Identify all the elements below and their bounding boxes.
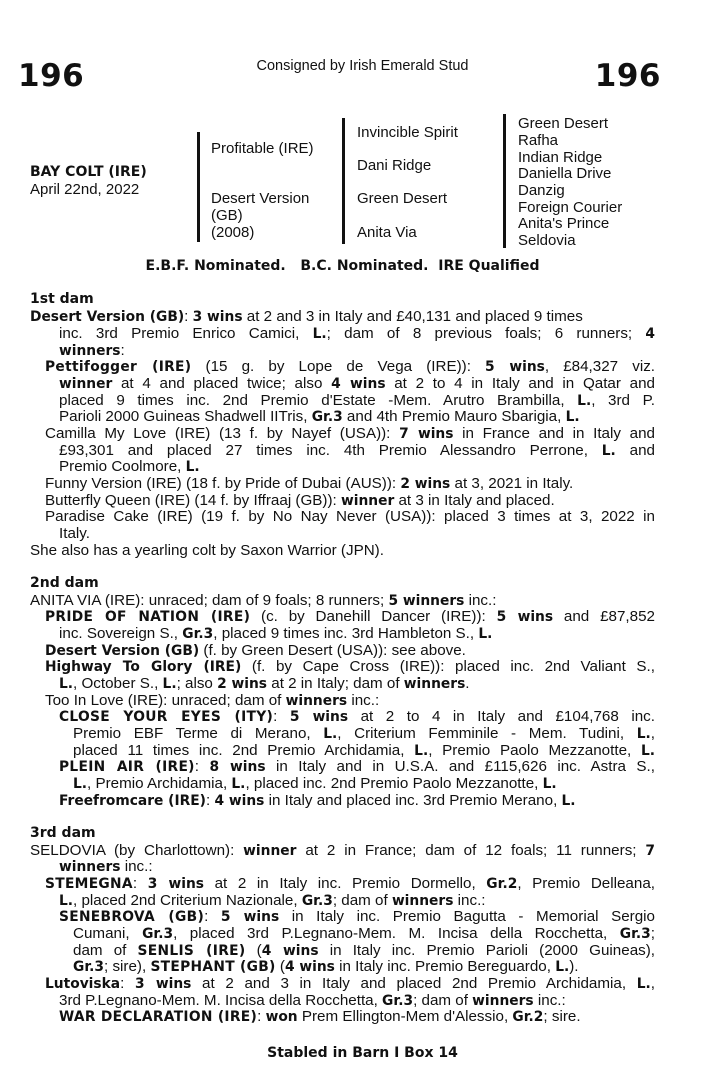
progeny-too-in-love: Too In Love (IRE): unraced; dam of winners inc.: [45,692,380,709]
consignor: Consigned by Irish Emerald Stud [256,58,469,74]
progeny-lutoviska-l2: 3rd P.Legnano-Mem. M. Incisa della Rocchetta, Gr.3; dam of winners inc.: [59,992,566,1009]
dam-name: Desert Version [211,190,310,207]
progeny-desert-version: Desert Version (GB) (f. by Green Desert (USA)): see above. [45,642,466,659]
progeny-pride-of-nation: PRIDE OF NATION (IRE) (c. by Danehill Dancer (IRE)): 5 wins and £87,852 [45,608,655,625]
progeny-close-your-eyes-l2: Premio EBF Terme di Merano, L., Criterium Femminile - Mem. Tudini, L., [73,725,655,742]
progeny-plein-air-l2: L., Premio Archidamia, L., placed inc. 2nd Premio Paolo Mezzanotte, L. [73,775,557,792]
lot-number-right: 196 [594,58,661,94]
progeny-lutoviska: Lutoviska: 3 wins at 2 and 3 in Italy and placed 2nd Premio Archidamia, L., [45,975,655,992]
progeny-highway-to-glory: Highway To Glory (IRE) (f. by Cape Cross (IRE)): placed inc. 2nd Valiant S., [45,658,655,675]
progeny-senebrova-l2: Cumani, Gr.3, placed 3rd P.Legnano-Mem. M. Incisa della Rocchetta, Gr.3; [73,925,655,942]
progeny-pride-of-nation-l2: inc. Sovereign S., Gr.3, placed 9 times inc. 3rd Hambleton S., L. [59,625,493,642]
pedigree-bracket-1 [197,132,200,242]
progeny-close-your-eyes: CLOSE YOUR EYES (ITY): 5 wins at 2 to 4 in Italy and £104,768 inc. [59,708,655,725]
progeny-pettifogger-l3: placed 9 times inc. 2nd Premio d'Estate -Mem. Arutro Brambilla, L., 3rd P. [59,392,656,409]
third-dam-entry-l2: winners inc.: [59,858,153,875]
horse-title: BAY COLT (IRE) [30,164,147,180]
sire-dam: Dani Ridge [357,157,432,174]
progeny-camilla: Camilla My Love (IRE) (13 f. by Nayef (USA)): 7 wins in France and in Italy and [45,425,655,442]
progeny-senebrova-l4: Gr.3; sire), STEPHANT (GB) (4 wins in Italy inc. Premio Bereguardo, L.). [73,958,579,975]
pedigree-bracket-3 [503,114,506,248]
gen4-2: Rafha [518,132,559,149]
progeny-pettifogger-l4: Parioli 2000 Guineas Shadwell IITris, Gr.3 and 4th Premio Mauro Sbarigia, L. [59,408,580,425]
dam-sire: Green Desert [357,190,448,207]
progeny-camilla-l3: Premio Coolmore, L. [59,458,200,475]
progeny-funny-version: Funny Version (IRE) (18 f. by Pride of Dubai (AUS)): 2 wins at 3, 2021 in Italy. [45,475,574,492]
progeny-paradise-cake: Paradise Cake (IRE) (19 f. by No Nay Never (USA)): placed 3 times at 3, 2022 in [45,508,655,525]
progeny-butterfly-queen: Butterfly Queen (IRE) (14 f. by Iffraaj (GB)): winner at 3 in Italy and placed. [45,492,555,509]
section-third-dam: 3rd dam [30,825,96,841]
gen4-4: Daniella Drive [518,165,612,182]
progeny-freefromcare: Freefromcare (IRE): 4 wins in Italy and placed inc. 3rd Premio Merano, L. [59,792,576,809]
progeny-plein-air: PLEIN AIR (IRE): 8 wins in Italy and in U.S.A. and £115,626 inc. Astra S., [59,758,655,775]
gen4-5: Danzig [518,182,565,199]
section-second-dam: 2nd dam [30,575,99,591]
progeny-senebrova-l3: dam of SENLIS (IRE) (4 wins in Italy inc. Premio Parioli (2000 Guineas), [73,942,656,959]
sire: Profitable (IRE) [211,140,314,157]
sire-sire: Invincible Spirit [357,124,458,141]
dam-entry-l3: winners: [59,342,125,359]
gen4-3: Indian Ridge [518,149,603,166]
gen4-7: Anita's Prince [518,215,610,232]
progeny-paradise-cake-l2: Italy. [59,525,90,542]
lot-number-left: 196 [18,58,85,94]
stabled-location: Stabled in Barn I Box 14 [267,1045,458,1061]
progeny-pettifogger-l2: winner at 4 and placed twice; also 4 wins at 2 to 4 in Italy and in Qatar and [59,375,655,392]
dam-country: (GB) [211,207,243,224]
third-dam-entry: SELDOVIA (by Charlottown): winner at 2 in France; dam of 12 foals; 11 runners; 7 [30,842,655,859]
progeny-war-declaration: WAR DECLARATION (IRE): won Prem Ellington-Mem d'Alessio, Gr.2; sire. [59,1008,581,1025]
gen4-8: Seldovia [518,232,576,249]
second-dam-entry: ANITA VIA (IRE): unraced; dam of 9 foals; 8 runners; 5 winners inc.: [30,592,497,609]
yearling-note: She also has a yearling colt by Saxon Warrior (JPN). [30,542,384,559]
progeny-close-your-eyes-l3: placed 11 times inc. 2nd Premio Archidamia, L., Premio Paolo Mezzanotte, L. [73,742,655,759]
progeny-senebrova: SENEBROVA (GB): 5 wins in Italy inc. Premio Bagutta - Memorial Sergio [59,908,655,925]
section-first-dam: 1st dam [30,291,94,307]
progeny-stemegna-l2: L., placed 2nd Criterium Nazionale, Gr.3; dam of winners inc.: [59,892,486,909]
progeny-stemegna: STEMEGNA: 3 wins at 2 in Italy inc. Premio Dormello, Gr.2, Premio Delleana, [45,875,655,892]
gen4-1: Green Desert [518,115,609,132]
progeny-pettifogger: Pettifogger (IRE) (15 g. by Lope de Vega (IRE)): 5 wins, £84,327 viz. [45,358,656,375]
dam-entry-l2: inc. 3rd Premio Enrico Camici, L.; dam of 8 previous foals; 6 runners; 4 [59,325,655,342]
dam-dam: Anita Via [357,224,417,241]
progeny-highway-to-glory-l2: L., October S., L.; also 2 wins at 2 in Italy; dam of winners. [59,675,470,692]
dam-year: (2008) [211,224,255,241]
progeny-camilla-l2: £93,301 and placed 27 times inc. 4th Premio Alessandro Perrone, L. and [59,442,655,459]
pedigree-bracket-2 [342,118,345,244]
foaling-date: April 22nd, 2022 [30,181,140,198]
gen4-6: Foreign Courier [518,199,623,216]
dam-entry: Desert Version (GB): 3 wins at 2 and 3 in Italy and £40,131 and placed 9 times [30,308,583,325]
nominations: E.B.F. Nominated. B.C. Nominated. IRE Qualified [145,258,540,274]
